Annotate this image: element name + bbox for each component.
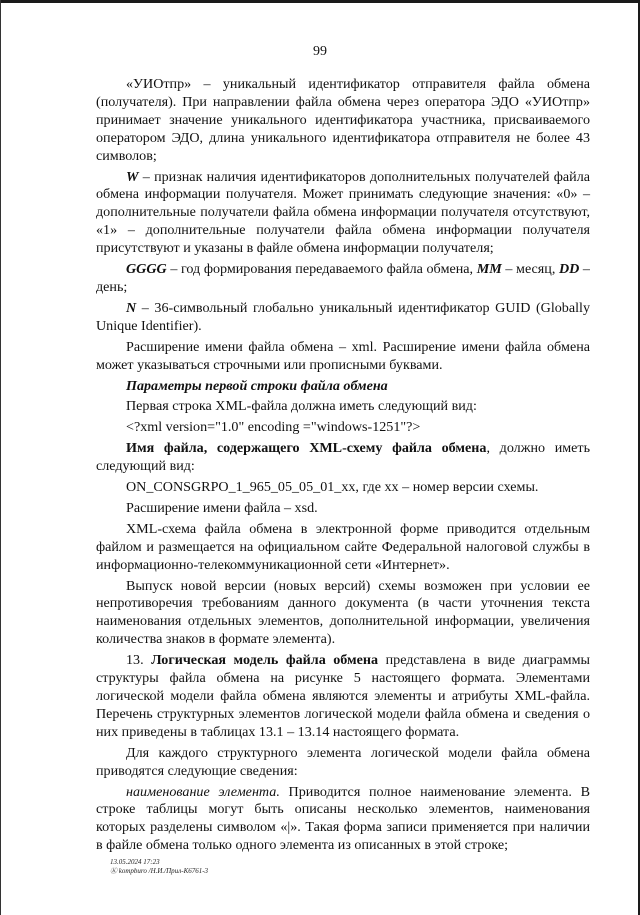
page-number: 99: [313, 44, 327, 59]
text-run: Расширение имени файла обмена – xml. Расширение имени файла обмена может указываться строчными или прописными буквами.: [96, 338, 590, 373]
paragraph-schema-pattern: [96, 479, 590, 497]
footer-source: Ⓚ kompburo /Н.И./Прил-К6761-3: [110, 867, 209, 875]
text-run: Выпуск новой версии (новых версий) схемы возможен при условии ее непротиворечия требованиям данного документа (в части уточнения текста наименования отдельных элементов, дополнительной информации, увеличения количества знаков в формате элемента).: [96, 577, 590, 648]
footer-stamp: [110, 858, 208, 876]
section-heading-first-line: [96, 378, 590, 396]
term-n: N: [126, 299, 137, 316]
text-run: – месяц,: [501, 261, 559, 278]
paragraph-date: [96, 261, 590, 297]
text-run: представлена в виде диаграммы структуры файла обмена на рисунке 5 настоящего формата. Элементами логической модели файла обмена являются элементы и атрибуты XML-файла. Перечень структурных элементов логической модели файла обмена и сведения о них приведены в таблицах 13.1 – 13.14 настоящего формата.: [96, 652, 590, 740]
text-run: XML-схема файла обмена в электронной форме приводится отдельным файлом и размещается на официальном сайте Федеральной налоговой службы в информационно-телекоммуникационной сети «Интернет».: [96, 520, 590, 573]
text-run: – признак наличия идентификаторов дополнительных получателей файла обмена информации получателя. Может принимать следующие значения: «0» – дополнительные получатели файла обмена информации получателя отсутствуют, «1» – дополнительные получатели файла обмена информации получателя присутствуют и указаны в файле обмена информации получателя;: [96, 168, 590, 257]
term-mm: MM: [476, 261, 502, 278]
paragraph-extension: [96, 339, 590, 375]
body-text: [96, 76, 590, 858]
text-run: Первая строка XML-файла должна иметь следующий вид:: [126, 398, 477, 415]
paragraph-element-info: [96, 745, 590, 781]
term-gggg: GGGG: [126, 261, 167, 278]
text-run: Приводится полное наименование элемента. В строке таблицы могут быть описаны несколько элементов, наименования которых разделены символом «|». Такая форма записи применяется при наличии в файле обмена только одного элемента из описанных в этой строке;: [96, 783, 590, 854]
text-run: – 36-символьный глобально уникальный идентификатор GUID (Globally Unique Identifier).: [96, 299, 590, 334]
text-run: , должно иметь следующий вид:: [96, 440, 591, 475]
term-dd: DD: [558, 261, 580, 278]
heading-text: Параметры первой строки файла обмена: [126, 377, 388, 394]
text-run: «УИОтпр» – уникальный идентификатор отправителя файла обмена (получателя). При направлении файла обмена через оператора ЭДО «УИОтпр» принимает значение уникального идентификатора участника, присваиваемого оператором ЭДО, длина уникального идентификатора отправителя не более 43 символов;: [96, 76, 590, 164]
scan-edge-left: [0, 0, 1, 915]
paragraph-uiotpr: [96, 76, 590, 166]
paragraph-xml-schema: [96, 521, 590, 575]
bold-phrase: Имя файла, содержащего XML-схему файла обмена: [126, 440, 487, 457]
text-run: ON_CONSGRPO_1_965_05_05_01_xx, где хх – номер версии схемы.: [126, 479, 539, 496]
paragraph-schema-name: [96, 440, 590, 476]
paragraph-w: [96, 169, 590, 259]
paragraph-xml-declaration: [96, 419, 590, 437]
text-run: – год формирования передаваемого файла обмена,: [166, 261, 477, 278]
term-w: W: [126, 168, 139, 185]
footer-timestamp: 13.05.2024 17:23: [110, 858, 160, 866]
paragraph-element-name: [96, 784, 590, 856]
paragraph-logical-model: [96, 652, 590, 742]
text-run: Расширение имени файла – xsd.: [126, 499, 318, 516]
paragraph-n: [96, 300, 590, 336]
bold-phrase: Логическая модель файла обмена: [151, 652, 379, 669]
paragraph-first-line: [96, 398, 590, 416]
text-run: 13.: [126, 652, 152, 669]
text-run: – день;: [96, 261, 590, 295]
code-line: <?xml version="1.0" encoding ="windows-1251"?>: [126, 419, 421, 436]
italic-phrase: наименование элемента.: [126, 783, 280, 800]
text-run: Для каждого структурного элемента логической модели файла обмена приводятся следующие сведения:: [96, 744, 590, 779]
paragraph-new-version: [96, 578, 590, 650]
scan-edge-top: [0, 0, 640, 3]
paragraph-xsd-extension: [96, 500, 590, 518]
